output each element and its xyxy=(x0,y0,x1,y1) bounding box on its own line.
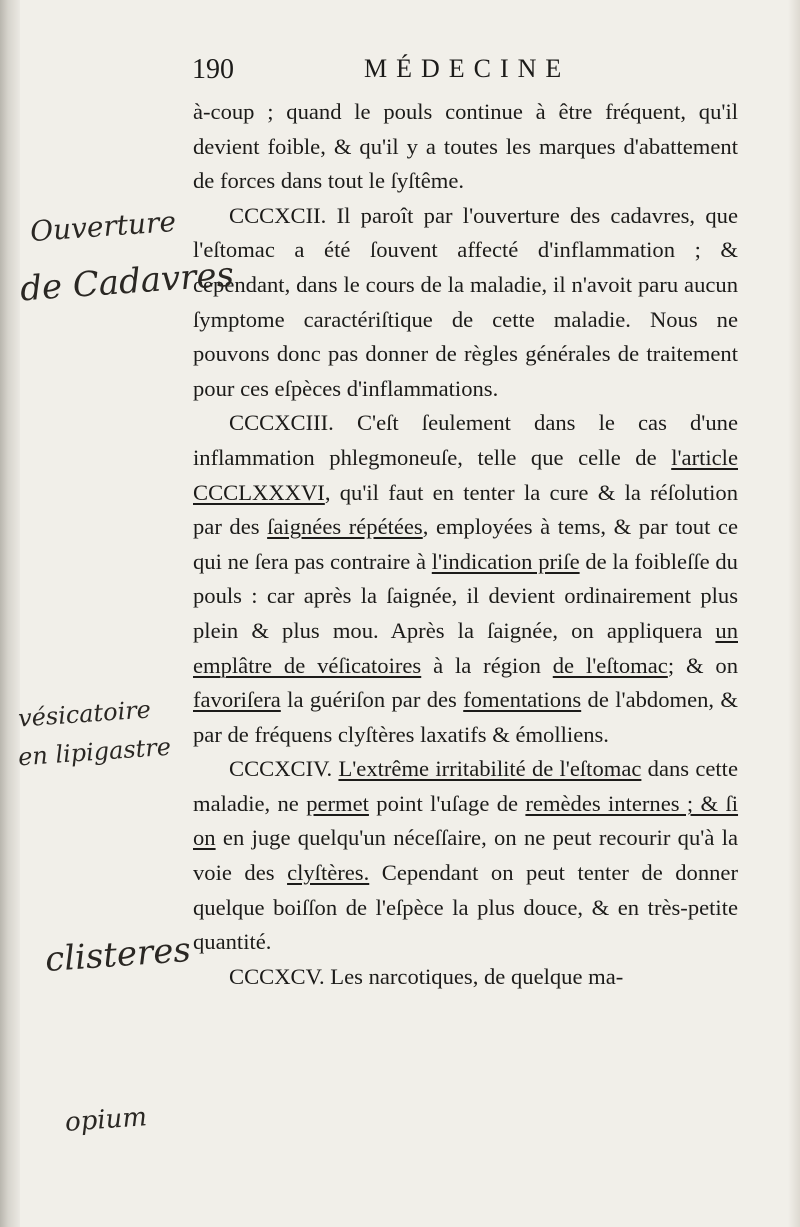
margin-note: clisteres xyxy=(43,929,193,981)
text-run: ; & on xyxy=(667,652,738,678)
margin-note: en lipigastre xyxy=(17,732,172,772)
underlined-text: ſaignées répétées xyxy=(267,514,423,540)
page-header xyxy=(192,50,712,90)
paragraph-cccxciv xyxy=(193,752,738,960)
underlined-text: remèdes internes ; & ſi on xyxy=(193,790,739,851)
text-run: , employées à tems, & par tout ce qui ne ſera pas contraire à xyxy=(193,514,738,574)
text-run: de la foibleſſe du pouls : car après la ſaignée, il devient ordinairement plus plein & plus mou. Après la ſaignée, on appliquera xyxy=(193,548,738,643)
underlined-text: l'article CCCLXXXVI xyxy=(193,444,738,505)
text-run: CCCXCIV. xyxy=(229,756,339,782)
text-run: de l'abdomen, & par de fréquens clyſtères laxatifs & émolliens. xyxy=(193,687,738,747)
margin-note: vésicatoire xyxy=(17,695,152,733)
text-run: la guériſon par des xyxy=(280,687,464,713)
paragraph-cccxcv: CCCXCV. Les narcotiques, de quelque ma- xyxy=(229,963,624,989)
paragraph-cccxciii xyxy=(193,406,738,752)
underlined-text: l'indication priſe xyxy=(431,548,580,574)
underlined-text: favoriſera xyxy=(193,687,281,713)
margin-note: Ouverture xyxy=(29,204,177,249)
paragraph-continuation: à-coup ; quand le pouls continue à être fréquent, qu'il devient foible, & qu'il y a toutes les marques d'abattement de forces dans tout le ſyſtême. xyxy=(193,99,738,194)
paragraph-cccxcii: CCCXCII. Il paroît par l'ouverture des cadavres, que l'eſtomac a été ſouvent affecté d'inflammation ; & cependant, dans le cours de la maladie, il n'avoit paru aucun ſymptome caractériſtique de cette maladie. Nous ne pouvons donc pas donner de règles générales de traitement pour ces eſpèces d'inflammations. xyxy=(193,202,738,401)
text-run: point l'uſage de xyxy=(368,790,526,816)
text-run: Cependant on peut tenter de donner quelque boiſſon de l'eſpèce la plus douce, & en très-petite quantité. xyxy=(193,860,738,955)
text-run: à la région xyxy=(421,652,553,678)
text-run: CCCXCIII. C'eſt ſeulement dans le cas d'une inflammation phlegmoneuſe, telle que celle de xyxy=(193,410,738,470)
running-head: MÉDECINE xyxy=(364,54,571,83)
margin-note: de Cadavres xyxy=(18,254,236,310)
page-edge xyxy=(788,0,800,1227)
text-run: , qu'il faut en tenter la cure & la réſolution par des xyxy=(193,479,738,540)
text-run: dans cette maladie, ne xyxy=(193,756,738,816)
underlined-text: fomentations xyxy=(463,687,582,713)
underlined-text: de l'eſtomac xyxy=(552,652,668,678)
page-number: 190 xyxy=(192,54,234,85)
margin-note: opium xyxy=(64,1102,148,1138)
underlined-text: permet xyxy=(306,790,369,816)
underlined-text: un emplâtre de véſicatoires xyxy=(193,617,738,678)
underlined-text: clyſtères. xyxy=(287,860,370,886)
text-run: en juge quelqu'un néceſſaire, on ne peut recourir qu'à la voie des xyxy=(193,825,738,886)
book-binding-shadow xyxy=(0,0,20,1227)
body-text xyxy=(193,95,738,994)
underlined-text: L'extrême irritabilité de l'eſtomac xyxy=(338,756,642,782)
